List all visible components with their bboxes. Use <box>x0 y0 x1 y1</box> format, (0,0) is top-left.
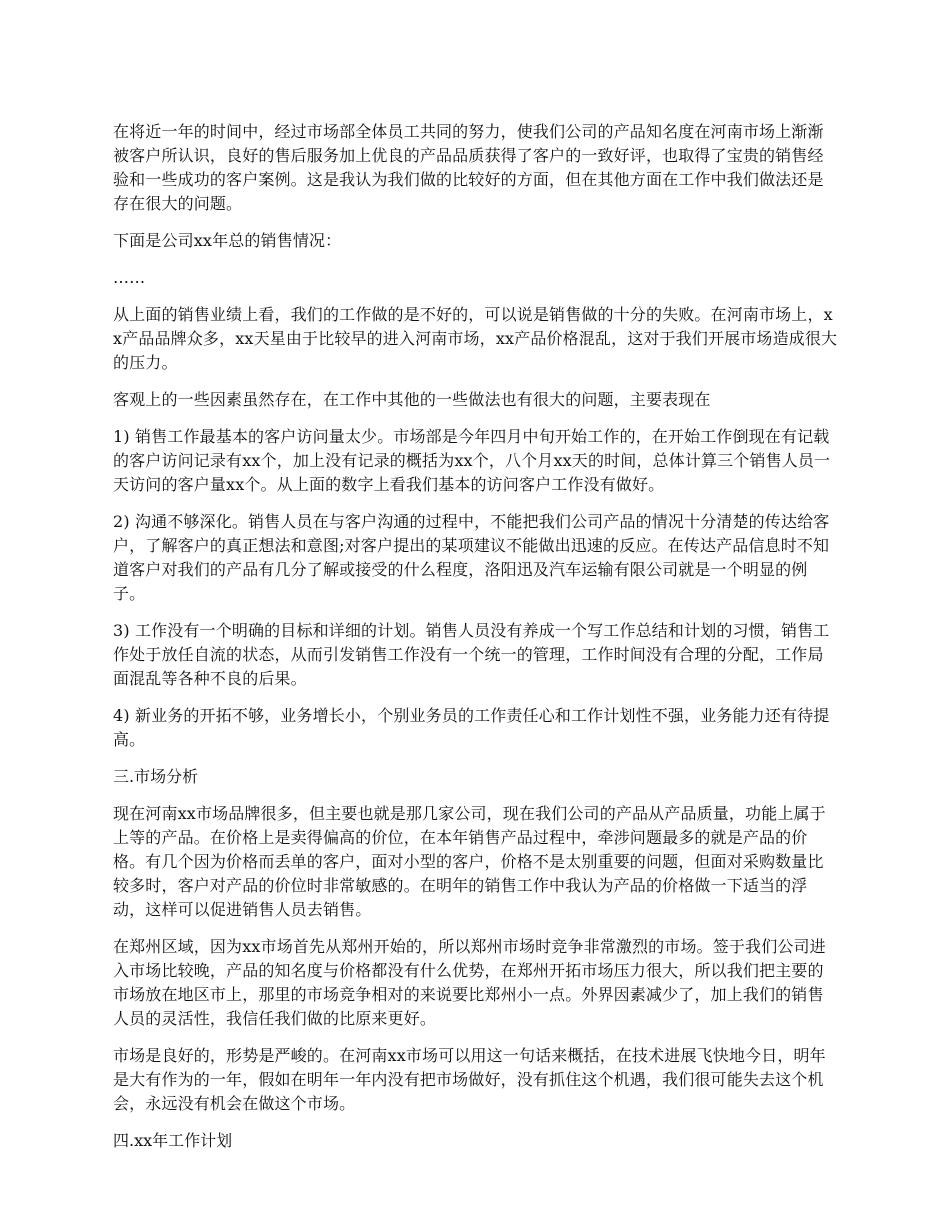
paragraph-issue-1: 1) 销售工作最基本的客户访问量太少。市场部是今年四月中旬开始工作的，在开始工作倒现在有记载的客户访问记录有xx个，加上没有记录的概括为xx个，八个月xx天的时间，总体计算三个销售人员一天访问的客户量xx个。从上面的数字上看我们基本的访问客户工作没有做好。 <box>113 427 831 494</box>
section-heading-market-analysis: 三.市场分析 <box>113 767 199 786</box>
paragraph-issue-2: 2) 沟通不够深化。销售人员在与客户沟通的过程中，不能把我们公司产品的情况十分清楚的传达给客户，了解客户的真正想法和意图;对客户提出的某项建议不能做出迅速的反应。在传达产品信息时不知道客户对我们的产品有几分了解或接受的什么程度，洛阳迅及汽车运输有限公司就是一个明显的例子。 <box>113 512 830 603</box>
paragraph-sales-summary-lead: 下面是公司xx年总的销售情况： <box>113 231 342 250</box>
paragraph-issue-4: 4) 新业务的开拓不够，业务增长小，个别业务员的工作责任心和工作计划性不强，业务能力还有待提高。 <box>113 706 830 749</box>
paragraph-zhengzhou-region: 在郑州区域，因为xx市场首先从郑州开始的，所以郑州市场时竞争非常激烈的市场。签于我们公司进入市场比较晚，产品的知名度与价格都没有什么优势，在郑州开拓市场压力很大，所以我们把主要的市场放在地区市上，那里的市场竞争相对的来说要比郑州小一点。外界因素减少了，加上我们的销售人员的灵活性，我信任我们做的比原来更好。 <box>113 937 826 1028</box>
paragraph-sales-performance: 从上面的销售业绩上看，我们的工作做的是不好的，可以说是销售做的十分的失败。在河南市场上，xx产品品牌众多，xx天星由于比较早的进入河南市场，xx产品价格混乱，这对于我们开展市场造成很大的压力。 <box>113 305 838 372</box>
paragraph-ellipsis: …… <box>113 268 146 287</box>
paragraph-objective-factors: 客观上的一些因素虽然存在，在工作中其他的一些做法也有很大的问题，主要表现在 <box>113 390 711 409</box>
paragraph-intro: 在将近一年的时间中，经过市场部全体员工共同的努力，使我们公司的产品知名度在河南市场上渐渐被客户所认识，良好的售后服务加上优良的产品品质获得了客户的一致好评，也取得了宝贵的销售经验和一些成功的客户案例。这是我认为我们做的比较好的方面，但在其他方面在工作中我们做法还是存在很大的问题。 <box>113 122 824 213</box>
paragraph-issue-3: 3) 工作没有一个明确的目标和详细的计划。销售人员没有养成一个写工作总结和计划的习惯，销售工作处于放任自流的状态，从而引发销售工作没有一个统一的管理，工作时间没有合理的分配，工作局面混乱等各种不良的后果。 <box>113 621 830 688</box>
document-body <box>113 120 839 1166</box>
paragraph-market-brands: 现在河南xx市场品牌很多，但主要也就是那几家公司，现在我们公司的产品从产品质量，功能上属于上等的产品。在价格上是卖得偏高的价位，在本年销售产品过程中，牵涉问题最多的就是产品的价格。有几个因为价格而丢单的客户，面对小型的客户，价格不是太别重要的问题，但面对采购数量比较多时，客户对产品的价位时非常敏感的。在明年的销售工作中我认为产品的价格做一下适当的浮动，这样可以促进销售人员去销售。 <box>113 804 826 919</box>
section-heading-work-plan: 四.xx年工作计划 <box>113 1131 233 1150</box>
paragraph-market-outlook: 市场是良好的，形势是严峻的。在河南xx市场可以用这一句话来概括，在技术进展飞快地今日，明年是大有作为的一年，假如在明年一年内没有把市场做好，没有抓住这个机遇，我们很可能失去这个机会，永远没有机会在做这个市场。 <box>113 1046 826 1113</box>
